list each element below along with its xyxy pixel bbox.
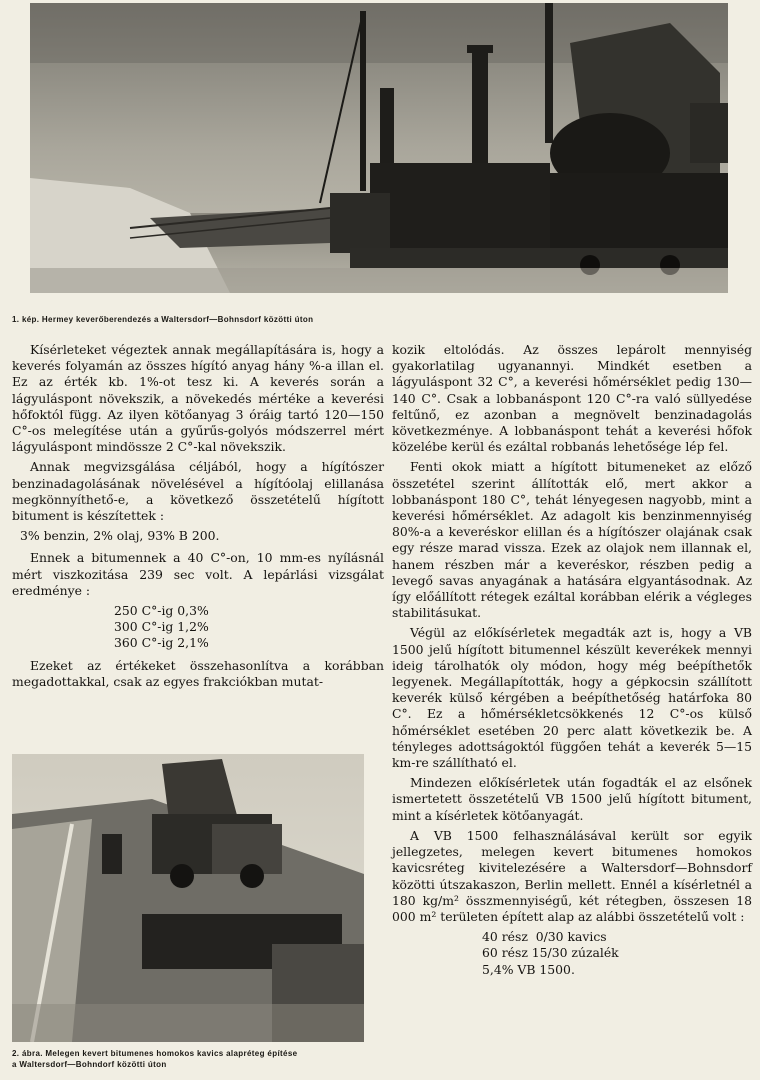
distillation-results <box>12 603 384 652</box>
left-paragraph-1: Kísérleteket végeztek annak megállapítására is, hogy a keverés folyamán az összes hígító anyag hány %-a illan el. Ez az érték kb. 1%-ot tesz ki. A keverés során a lágyuláspont növekszik, a növekedés mértéke a keverési hőfoktól függ. Az ilyen kötőanyag 3 óráig tartó 120—150 C°-os melegítése után a gyűrűs-golyós módszerrel mért lágyuláspont mindössze 2 C°-kal növekszik. <box>12 342 384 455</box>
composition-row: 60 rész 15/30 zúzalék <box>482 945 619 961</box>
left-paragraph-3: Ennek a bitumennek a 40 C°-on, 10 mm-es nyílásnál mért viszkozitása 239 sec volt. A lepárlási vizsgálat eredménye : <box>12 550 384 598</box>
right-paragraph-2: Fenti okok miatt a hígított bitumeneket az előző összetétel szerint állították elő, mert akkor a lobbanáspont 180 C°, tehát lényegesen nagyobb, mint a keverési hőmérséklet. Az adagolt kis benzinmennyiség 80%-a a keveréskor elillan és a hígítószer olajának csak egy része marad vissza. Ezek az olajok nem illannak el, hanem részben már a keveréskor, részben pedig a levegő savas anyagának a hatására elgyantásodnak. Az így előállított rétegek ezáltal korábban elérik a végleges stabilitásukat. <box>392 459 752 621</box>
composition-row: 40 rész 0/30 kavics <box>482 929 607 945</box>
composition-row: 5,4% VB 1500. <box>482 961 575 977</box>
left-paragraph-2: Annak megvizsgálása céljából, hogy a hígítószer benzinadagolásának növelésével a hígítóolaj elillanása megkönnyíthető-e, a következő összetételű hígított bitument is készítettek : <box>12 459 384 524</box>
left-column <box>12 342 384 694</box>
distillation-row: 300 C°-ig 1,2% <box>114 619 209 635</box>
left-paragraph-4: Ezeket az értékeket összehasonlítva a korábban megadottakkal, csak az egyes frakciókban mutat- <box>12 657 384 689</box>
figure-2-photo <box>12 754 364 1042</box>
figure-2-caption-line-1: 2. ábra. Melegen kevert bitumenes homokos kavics alapréteg építése <box>12 1049 298 1058</box>
figure-1-photo <box>30 3 728 293</box>
right-paragraph-1: kozik eltolódás. Az összes lepárolt mennyiség gyakorlatilag ugyanannyi. Mindkét esetben a lágyuláspont 32 C°, a keverési hőmérséklet pedig 130—140 C°. Csak a lobbanáspont 120 C°-ra való süllyedése feltűnő, ez azonban a megnövelt benzinadagolás következménye. A lobbanáspont tehát a keverési hőfok közelébe kerül és ezáltal robbanás lehetősége lép fel. <box>392 342 752 455</box>
base-course-composition <box>392 929 752 978</box>
distillation-row: 250 C°-ig 0,3% <box>114 603 209 619</box>
right-column <box>392 342 752 984</box>
figure-2-caption-line-2: a Waltersdorf—Bohndorf közötti úton <box>12 1060 167 1069</box>
right-paragraph-4: Mindezen előkísérletek után fogadták el az elsőnek ismertetett összetételű VB 1500 jelű hígított bitument, mint a kísérletek kötőanyagát. <box>392 775 752 823</box>
binder-composition: 3% benzin, 2% olaj, 93% B 200. <box>20 528 220 544</box>
figure-1-caption: 1. kép. Hermey keverőberendezés a Waltersdorf—Bohnsdorf közötti úton <box>12 315 314 324</box>
right-paragraph-3: Végül az előkísérletek megadták azt is, hogy a VB 1500 jelű hígított bitumennel készült keverékek mennyi ideig tárolhatók oly módon, hogy még beépíthetők legyenek. Megállapították, hogy a gépkocsin szállított keverék külső kérgében a beépíthetőség határfoka 80 C°. Ez a hőmérsékletcsökkenés 12 C°-os külső hőmérséklet esetében 20 perc alatt következik be. A tényleges adottságoktól függően tehát a keverék 5—15 km-re szállítható el. <box>392 625 752 771</box>
right-paragraph-5: A VB 1500 felhasználásával került sor egyik jellegzetes, melegen kevert bitumenes homokos kavicsréteg kivitelezésére a Waltersdorf—Bohnsdorf közötti útszakaszon, Berlin mellett. Ennél a kísérletnél a 180 kg/m² összmennyiségű, két rétegben, összesen 18 000 m² területen épített alap az alábbi összetételű volt : <box>392 827 752 924</box>
distillation-row: 360 C°-ig 2,1% <box>114 635 209 651</box>
